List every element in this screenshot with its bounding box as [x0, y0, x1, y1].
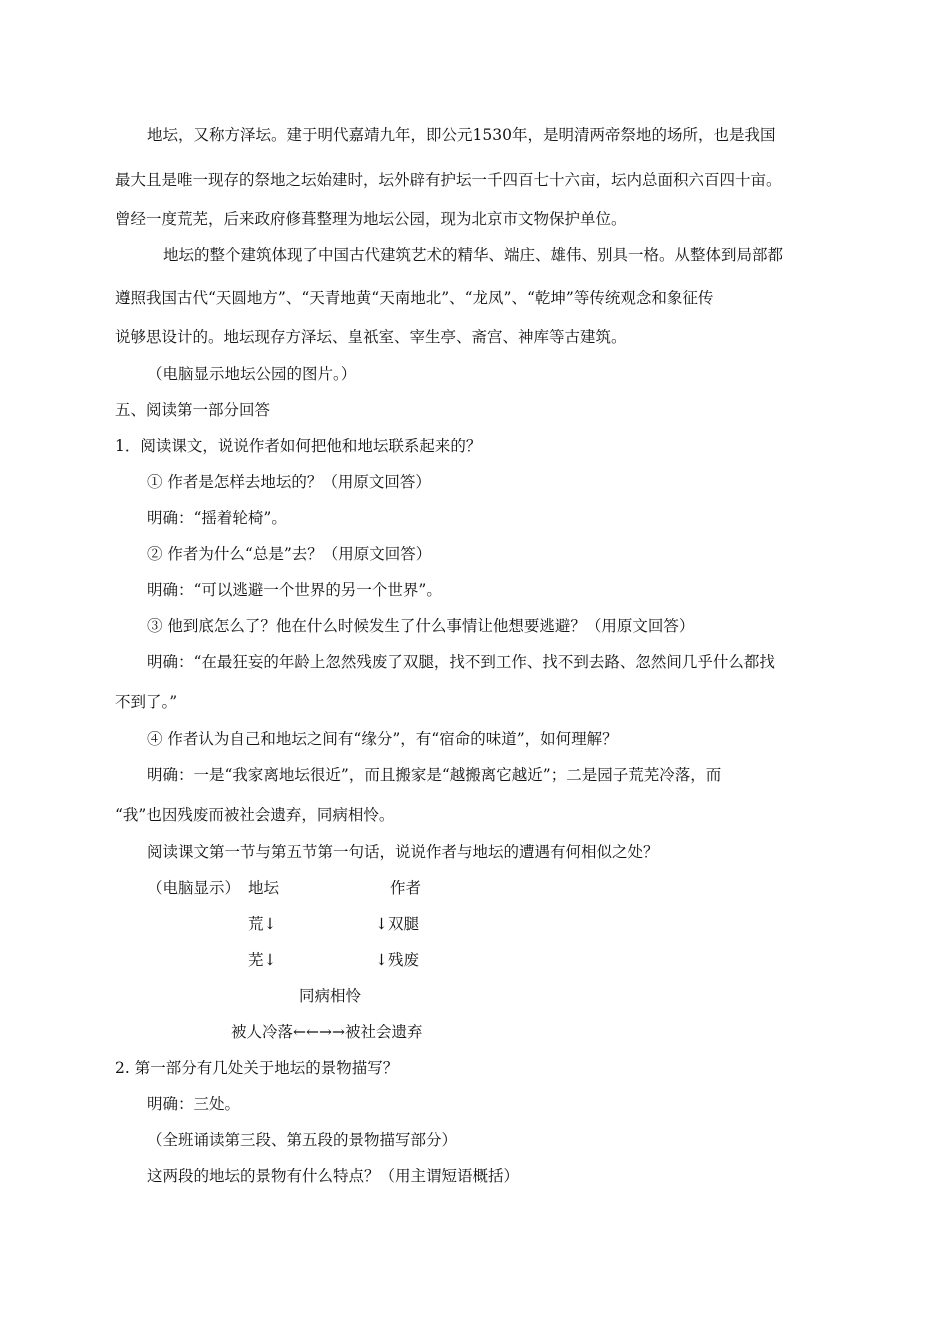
computer-display-note: （电脑显示地坛公园的图片。）: [147, 365, 357, 383]
diagram-left-row2: 芜↓: [248, 951, 277, 969]
diagram-bottom: 被人冷落←←→→被社会遗弃: [231, 1023, 423, 1041]
diagram-center: 同病相怜: [299, 987, 362, 1005]
para1-line3: 曾经一度荒芜，后来政府修葺整理为地坛公园，现为北京市文物保护单位。: [115, 210, 627, 228]
diagram-right-row2: ↓残废: [375, 951, 419, 969]
question-2-followup: 这两段的地坛的景物有什么特点？（用主谓短语概括）: [147, 1167, 520, 1185]
diagram-prefix: （电脑显示）: [147, 879, 241, 897]
diagram-left-row1: 荒↓: [248, 915, 277, 933]
sub-question-2: ② 作者为什么“总是”去？（用原文回答）: [147, 545, 432, 563]
section-heading: 五、阅读第一部分回答: [115, 401, 271, 419]
para2-line3: 说够思设计的。地坛现存方泽坛、皇祇室、宰生亭、斋宫、神库等古建筑。: [115, 328, 627, 346]
sub-question-1: ① 作者是怎样去地坛的？（用原文回答）: [147, 473, 431, 491]
diagram-right-row1: ↓双腿: [375, 915, 419, 933]
question-2: 2. 第一部分有几处关于地坛的景物描写？: [115, 1059, 399, 1077]
question-2-answer: 明确：三处。: [147, 1095, 241, 1113]
comparison-question: 阅读课文第一节与第五节第一句话，说说作者与地坛的遭遇有何相似之处？: [147, 843, 659, 861]
sub-question-3: ③ 他到底怎么了？他在什么时候发生了什么事情让他想要逃避？（用原文回答）: [147, 617, 695, 635]
answer-3-line1: 明确：“在最狂妄的年龄上忽然残废了双腿，找不到工作、找不到去路、忽然间几乎什么都找: [147, 653, 775, 671]
para2-line2: 遵照我国古代“天圆地方”、“天青地黄“天南地北”、“龙凤”、“乾坤”等传统观念和象征传: [115, 289, 714, 307]
sub-question-4: ④ 作者认为自己和地坛之间有“缘分”，有“宿命的味道”，如何理解？: [147, 730, 618, 748]
para2-line1: 地坛的整个建筑体现了中国古代建筑艺术的精华、端庄、雄伟、别具一格。从整体到局部都: [163, 246, 784, 264]
para1-line2: 最大且是唯一现存的祭地之坛始建时，坛外辟有护坛一千四百七十六亩，坛内总面积六百四十亩。: [115, 171, 782, 189]
answer-1: 明确：“摇着轮椅”。: [147, 509, 287, 527]
diagram-left-head: 地坛: [248, 879, 280, 897]
answer-3-line2: 不到了。”: [115, 693, 178, 711]
answer-4-line2: “我”也因残废而被社会遗弃，同病相怜。: [115, 806, 395, 824]
diagram-right-head: 作者: [390, 879, 422, 897]
para1-line1: 地坛，又称方泽坛。建于明代嘉靖九年，即公元1530年，是明清两帝祭地的场所，也是我国: [147, 126, 776, 144]
answer-2: 明确：“可以逃避一个世界的另一个世界”。: [147, 581, 442, 599]
question-2-note: （全班诵读第三段、第五段的景物描写部分）: [147, 1131, 458, 1149]
answer-4-line1: 明确：一是“我家离地坛很近”，而且搬家是“越搬离它越近”；二是园子荒芜冷落，而: [147, 766, 722, 784]
question-1: 1．阅读课文，说说作者如何把他和地坛联系起来的？: [115, 437, 482, 455]
